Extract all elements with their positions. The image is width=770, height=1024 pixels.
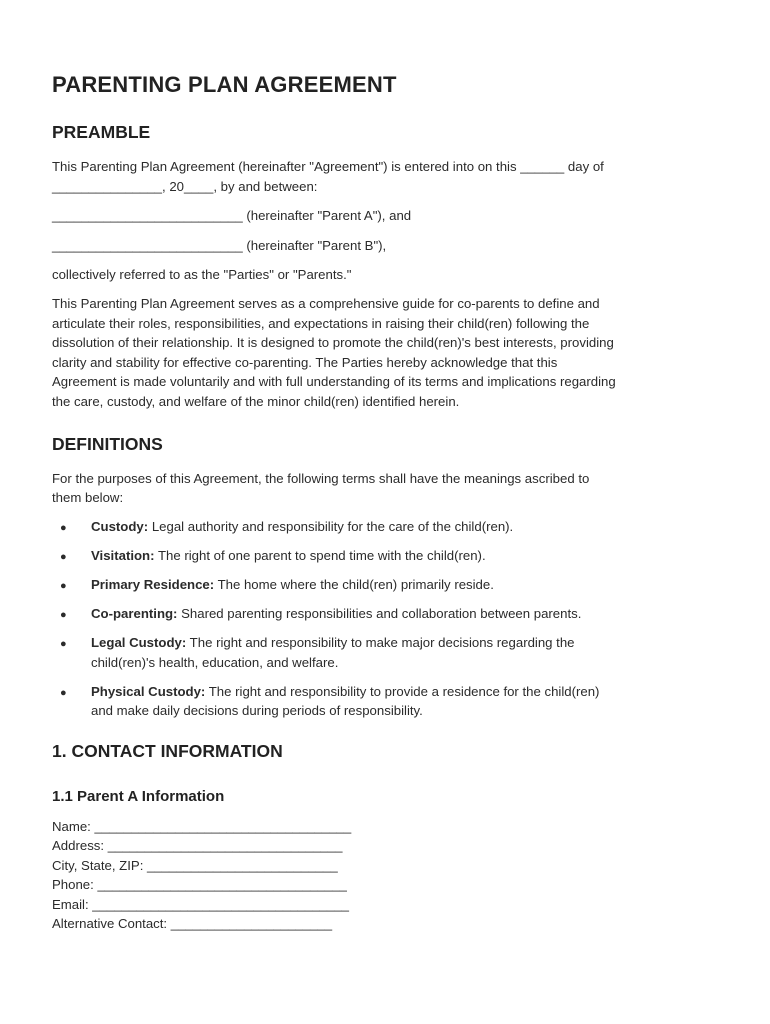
preamble-intro-line-2: _______________, 20____, by and between: [52,178,318,194]
definition-term: Visitation: [91,547,155,563]
purpose-line: dissolution of their relationship. It is designed to promote the child(ren)'s best interests, providing [52,335,614,351]
bullet-icon: ● [60,521,67,534]
preamble-intro-line-1: This Parenting Plan Agreement (hereinafter "Agreement") is entered into on this ______ day of [52,159,604,174]
definition-text: The right and responsibility to make major decisions regarding the [186,635,575,651]
party-a-line: __________________________ (hereinafter "Parent A"), and [52,208,412,224]
bullet-icon: ● [60,579,67,592]
definition-item [52,517,730,537]
purpose-line: Agreement is made voluntarily and with full understanding of its terms and implications regarding [52,374,616,390]
definitions-list [52,517,730,721]
address-field: Address: ________________________________ [52,838,343,854]
definition-term: Co-parenting: [91,606,178,621]
definition-text: Legal authority and responsibility for the care of the child(ren). [148,518,514,534]
purpose-line: This Parenting Plan Agreement serves as a comprehensive guide for co-parents to define and [52,295,600,311]
document-title: PARENTING PLAN AGREEMENT [52,72,397,97]
collective-line: collectively referred to as the "Parties" or "Parents." [52,267,352,283]
definitions-intro-line-1: For the purposes of this Agreement, the following terms shall have the meanings ascribed to [52,470,590,486]
city-state-zip-field: City, State, ZIP: __________________________ [52,857,338,873]
alternative-contact-field: Alternative Contact: ______________________ [52,916,333,932]
bullet-icon: ● [60,686,67,699]
party-b-line: __________________________ (hereinafter "Parent B"), [52,237,387,253]
name-field: Name: ___________________________________ [52,818,352,834]
definition-text: Shared parenting responsibilities and collaboration between parents. [177,606,582,621]
definition-item [52,633,730,672]
purpose-line: clarity and stability for effective co-parenting. The Parties hereby acknowledge that this [52,354,558,370]
phone-field: Phone: __________________________________ [52,877,347,893]
contact-information-heading: 1. CONTACT INFORMATION [52,740,283,761]
bullet-icon: ● [60,550,67,563]
definition-term: Physical Custody: [91,683,206,699]
definitions-intro-line-2: them below: [52,490,124,506]
definition-item [52,546,730,566]
definition-item [52,604,730,624]
preamble-heading: PREAMBLE [52,122,151,142]
definition-term: Custody: [91,518,149,534]
definitions-intro [52,469,730,508]
definition-text: The home where the child(ren) primarily reside. [214,576,494,592]
definition-term: Primary Residence: [91,576,215,592]
parent-a-fields [52,817,730,934]
definition-text-continued: child(ren)'s health, education, and welfare. [91,654,339,670]
definition-text-continued: and make daily decisions during periods of responsibility. [91,703,423,719]
definition-text: The right of one parent to spend time with the child(ren). [154,547,486,563]
preamble-intro [52,157,730,196]
bullet-icon: ● [60,638,67,651]
definitions-heading: DEFINITIONS [52,433,163,454]
definition-term: Legal Custody: [91,635,187,651]
definition-item [52,575,730,595]
definition-text: The right and responsibility to provide a residence for the child(ren) [205,683,600,699]
purpose-line: the care, custody, and welfare of the minor child(ren) identified herein. [52,393,460,409]
email-field: Email: ___________________________________ [52,896,350,912]
parent-a-info-heading: 1.1 Parent A Information [52,787,225,805]
purpose-line: articulate their roles, responsibilities, and expectations in raising their child(ren) following the [52,315,590,331]
purpose-paragraph [52,294,730,412]
definition-item [52,682,730,721]
bullet-icon: ● [60,609,67,621]
